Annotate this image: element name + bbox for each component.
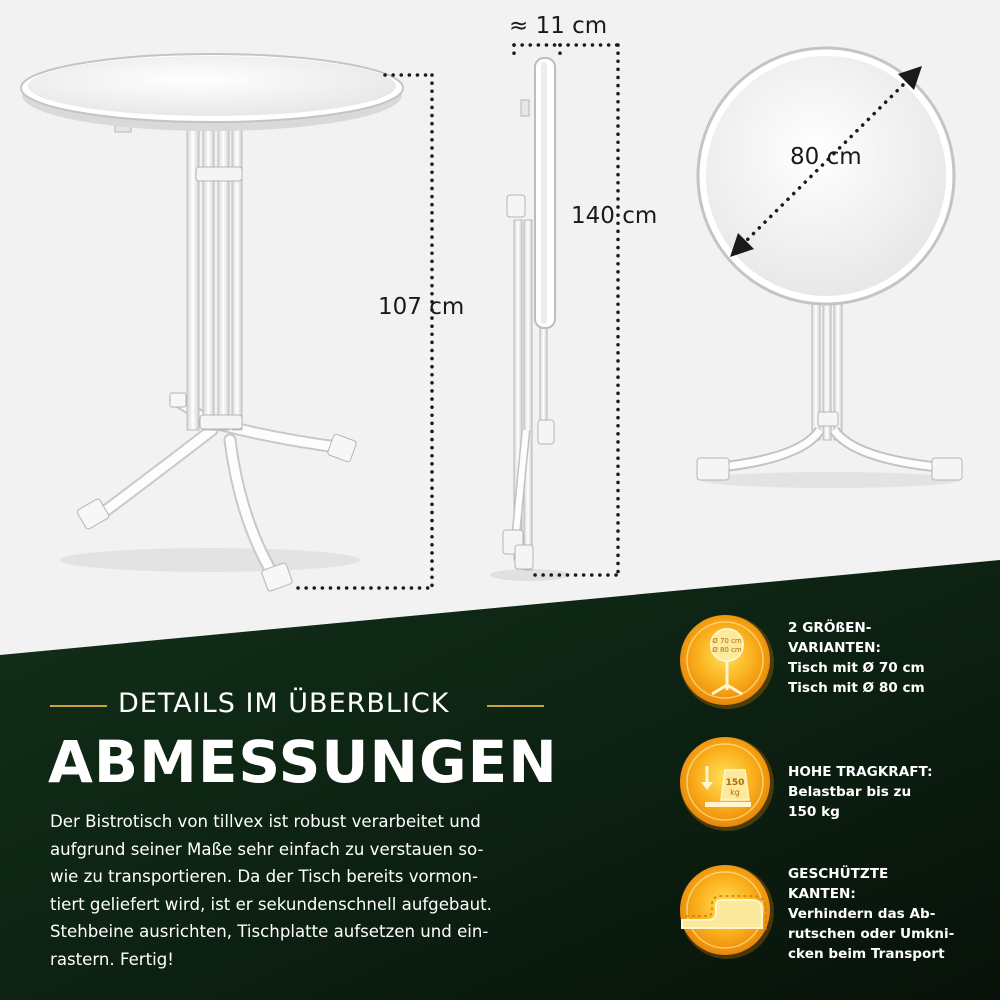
table-sizes-icon [680,615,774,709]
dimension-depth-label: ≈ 11 cm [509,13,608,39]
subtitle-line-left [50,705,107,707]
feature-edges-title: GESCHÜTZTE KANTEN: [788,866,889,902]
feature-capacity-text: Belastbar bis zu 150 kg [788,784,912,820]
subtitle-line-right [487,705,544,707]
feature-sizes-title: 2 GRÖßEN- VARIANTEN: [788,620,881,656]
section-title: ABMESSUNGEN [48,728,558,796]
protected-edges-icon [680,865,774,959]
icon-label-size-80: Ø 80 cm [712,646,742,654]
dimension-folded-height-label: 140 cm [571,203,658,229]
feature-edges-text: Verhindern das Ab- rutschen oder Umkni- cken beim Transport [788,906,955,962]
feature-sizes-text: Tisch mit Ø 70 cm Tisch mit Ø 80 cm [788,660,925,696]
icon-label-unit: kg [730,788,740,797]
dimension-diameter-label: 80 cm [790,144,862,170]
icon-label-size-70: Ø 70 cm [712,637,742,645]
section-description: Der Bistrotisch von tillvex ist robust verarbeitet und aufgrund seiner Maße sehr einfach zu verstauen so- wie zu transportieren. Da der Tisch bereits vormon- tiert geliefert wird, ist er sekundenschnell aufgebaut. Stehbeine ausrichten, Tischplatte aufsetzen und ein- rastern. Fertig! [50,812,492,969]
section-subtitle: DETAILS IM ÜBERBLICK [118,688,450,719]
icon-label-weight: 150 [725,778,745,788]
dimension-height-label: 107 cm [378,294,465,320]
feature-capacity-title: HOHE TRAGKRAFT: [788,764,933,780]
